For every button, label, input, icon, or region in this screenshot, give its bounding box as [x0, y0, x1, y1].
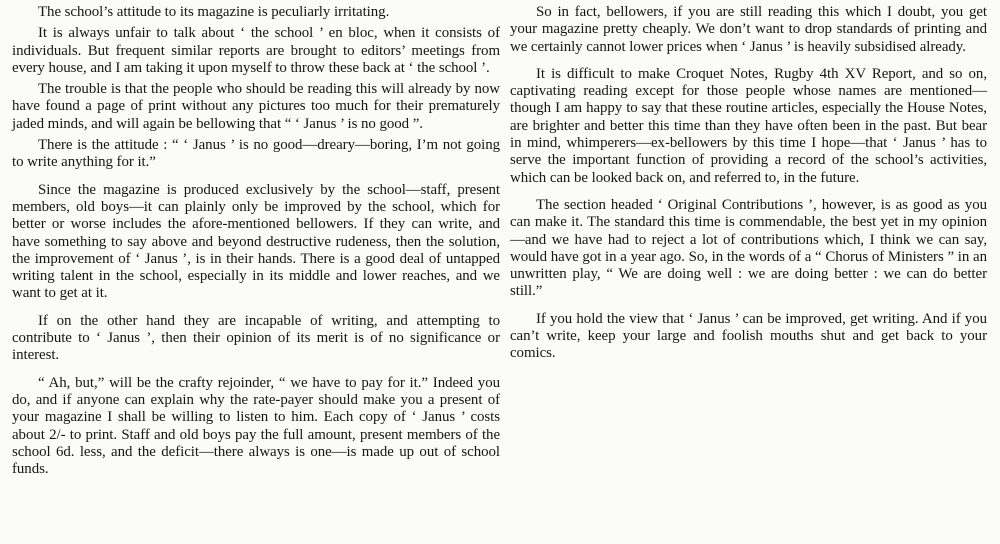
paragraph: “ Ah, but,” will be the crafty rejoinder, “ we have to pay for it.” Indeed you do, and if anyone can explain why the rate-payer should make you a present of your magazine I shall be willing to listen to him. Each copy of ‘ Janus ’ costs about 2/- to print. Staff and old boys pay the full amount, present members of the school 6d. less, and the deficit—there always is one—is made up out of school funds.: [12, 374, 500, 478]
paragraph: The school’s attitude to its magazine is peculiarly irritating.: [38, 4, 390, 20]
paragraph: It is always unfair to talk about ‘ the school ’ en bloc, when it consists of individuals. But frequent similar reports are brought to editors’ meetings from every house, and I am taking it upon myself to throw these back at ‘ the school ’.: [12, 25, 500, 76]
paragraph: The section headed ‘ Original Contributions ’, however, is as good as you can make it. The standard this time is commendable, the best yet in my opinion—and we have had to reject a lot of contributions which, I think we can say, would have got in a year ago. So, in the words of a “ Chorus of Ministers ” in an unwritten play, “ We are doing well : we are doing better : we can do better still.”: [510, 196, 987, 300]
paragraph: There is the attitude : “ ‘ Janus ’ is no good—dreary—boring, I’m not going to write anything for it.”: [12, 137, 500, 171]
paragraph: The trouble is that the people who should be reading this will already by now have found a page of print without any pictures too much for their prematurely jaded minds, and will again be bellowing that “ ‘ Janus ’ is no good ”.: [12, 81, 500, 132]
paragraph: If on the other hand they are incapable of writing, and attempting to contribute to ‘ Janus ’, then their opinion of its merit is of no significance or interest.: [12, 312, 500, 364]
right-column: [510, 4, 987, 363]
left-column: [12, 4, 500, 478]
paragraph: Since the magazine is produced exclusively by the school—staff, present members, old boys—it can plainly only be improved by the school, which for better or worse includes the afore-mentioned bellowers. If they can write, and have something to say above and beyond destructive rudeness, then the solution, the improvement of ‘ Janus ’, is in their hands. There is a good deal of untapped writing talent in the school, especially in its middle and lower reaches, and we want to get at it.: [12, 181, 500, 302]
paragraph: It is difficult to make Croquet Notes, Rugby 4th XV Report, and so on, captivating reading except for those people whose names are mentioned—though I am happy to say that these routine articles, especially the House Notes, are brighter and better this time than they have often been in the past. But bear in mind, whimperers—ex-bellowers by this time I hope—that ‘ Janus ’ has to serve the important function of providing a record of the school’s activities, which can be looked back on, and referred to, in the future.: [510, 65, 987, 186]
paragraph: So in fact, bellowers, if you are still reading this which I doubt, you get your magazine pretty cheaply. We don’t want to drop standards of printing and we certainly cannot lower prices when ‘ Janus ’ is heavily subsidised already.: [510, 4, 987, 55]
paragraph: If you hold the view that ‘ Janus ’ can be improved, get writing. And if you can’t write, keep your large and foolish mouths shut and get back to your comics.: [510, 310, 987, 362]
